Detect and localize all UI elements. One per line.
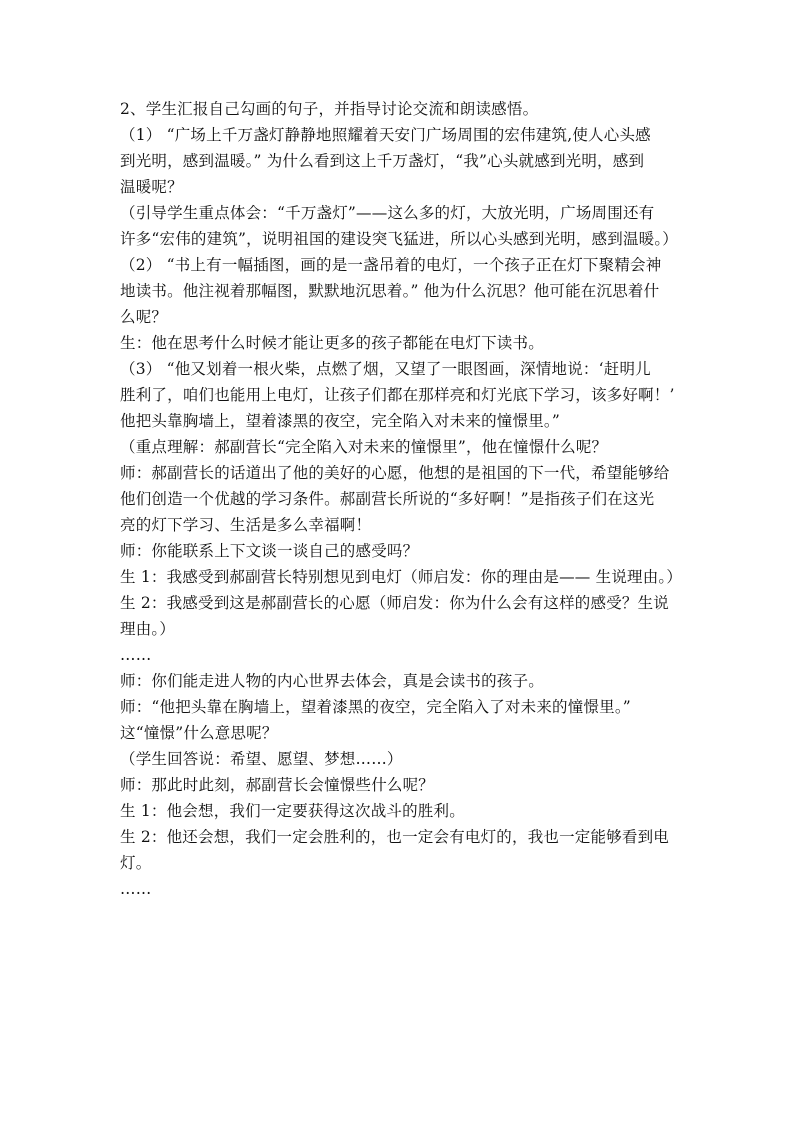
text-line: 这“憧憬”什么意思呢？ xyxy=(120,724,278,742)
text-line: 师：你们能走进人物的内心世界去体会，真是会读书的孩子。 xyxy=(120,672,544,690)
text-line: 生 1：我感受到郝副营长特别想见到电灯（师启发：你的理由是—— 生说理由。） xyxy=(120,568,683,586)
text-line: 生：他在思考什么时候才能让更多的孩子都能在电灯下读书。 xyxy=(120,334,544,352)
text-line: （1） “广场上千万盏灯静静地照耀着天安门广场周围的宏伟建筑,使人心头感 xyxy=(120,126,651,144)
text-line: 他把头靠胸墙上，望着漆黑的夜空，完全陷入对未来的憧憬里。” xyxy=(120,412,560,430)
text-line: （3） “他又划着一根火柴，点燃了烟，又望了一眼图画，深情地说：‘赶明儿 xyxy=(120,360,651,378)
text-line: 理由。） xyxy=(120,620,176,638)
text-line: （引导学生重点体会：“千万盏灯”——这么多的灯，大放光明，广场周围还有 xyxy=(120,204,655,222)
text-line: 师：郝副营长的话道出了他的美好的心愿，他想的是祖国的下一代，希望能够给 xyxy=(120,464,670,482)
text-line: 温暖呢？ xyxy=(120,178,183,196)
text-line: 么呢？ xyxy=(120,308,168,326)
text-line: （学生回答说：希望、愿望、梦想……） xyxy=(120,750,403,768)
text-line: 2、学生汇报自己勾画的句子，并指导讨论交流和朗读感悟。 xyxy=(120,100,539,118)
text-line: 许多“宏伟的建筑”，说明祖国的建设突飞猛进，所以心头感到光明，感到温暖。） xyxy=(120,230,679,248)
text-line: 师：你能联系上下文谈一谈自己的感受吗？ xyxy=(120,542,419,560)
text-line: 师：那此时此刻，郝副营长会憧憬些什么呢？ xyxy=(120,776,435,794)
text-line: …… xyxy=(120,880,152,898)
text-line: 生 2：他还会想，我们一定会胜利的，也一定会有电灯的，我也一定能够看到电 xyxy=(120,828,669,846)
document-body xyxy=(120,96,685,902)
text-line: （重点理解：郝副营长“完全陷入对未来的憧憬里”，他在憧憬什么呢？ xyxy=(120,438,608,456)
text-line: 到光明，感到温暖。” 为什么看到这上千万盏灯，“我”心头就感到光明，感到 xyxy=(120,152,645,170)
text-line: 地读书。他注视着那幅图，默默地沉思着。” 他为什么沉思？他可能在沉思着什 xyxy=(120,282,660,300)
text-line: 他们创造一个优越的学习条件。郝副营长所说的“多好啊！”是指孩子们在这光 xyxy=(120,490,655,508)
text-line: 师：“他把头靠在胸墙上，望着漆黑的夜空，完全陷入了对未来的憧憬里。” xyxy=(120,698,631,716)
text-line: 生 2：我感受到这是郝副营长的心愿（师启发：你为什么会有这样的感受？生说 xyxy=(120,594,669,612)
text-line: 生 1：他会想，我们一定要获得这次战斗的胜利。 xyxy=(120,802,465,820)
text-line: 灯。 xyxy=(120,854,152,872)
text-line: …… xyxy=(120,646,152,664)
text-line: （2） “书上有一幅插图，画的是一盏吊着的电灯，一个孩子正在灯下聚精会神 xyxy=(120,256,662,274)
text-line: 亮的灯下学习、生活是多么幸福啊！ xyxy=(120,516,372,534)
text-line: 胜利了，咱们也能用上电灯，让孩子们都在那样亮和灯光底下学习，该多好啊！’ xyxy=(120,386,675,404)
